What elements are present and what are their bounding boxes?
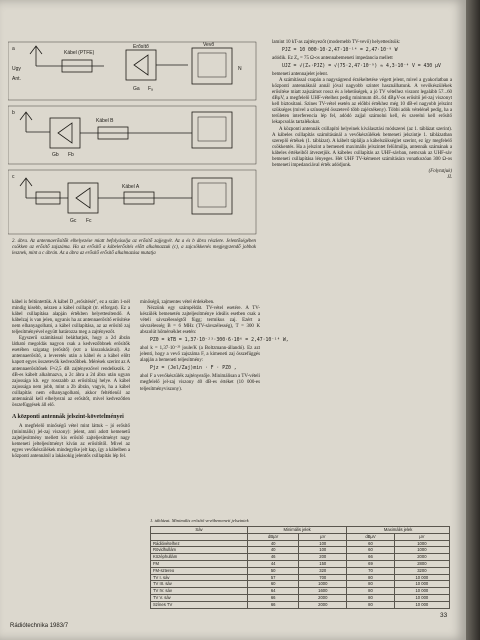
table-row: [151, 547, 450, 554]
label-gc: Gc: [70, 218, 77, 224]
table-cell: 10 000: [394, 588, 449, 595]
label-a: a: [12, 46, 15, 52]
table-cell: 80: [347, 574, 395, 581]
table-cell: 2000: [394, 554, 449, 561]
table-row: [151, 574, 450, 581]
table-cell: 700: [299, 574, 347, 581]
table-cell: 2000: [299, 594, 347, 601]
table-caption: 1. táblázat. Minimális erősítő vevőbemeneti jelszintek: [150, 518, 249, 523]
col3-paragraph-2: adódik. Ez Z₀ = 75 Ω-os antennabemeneti impedancia mellett: [272, 56, 393, 62]
formula-noise-power: PZ0 = kTB = 1,37·10⁻²³·300·6·10⁶ = 2,47·10⁻¹⁴ W,: [150, 338, 289, 344]
col1-paragraph-3: A megfelelő minőségű vétel mint láttuk – jó erősítő (minimális) jel-zaj viszony): jelent, ami adott kemenetű zajteljesítmény mellett kis erősítő zajteljesítményt nagy kemeneti jelteljesítményt kíván az erősítőtől. Mivel az egyes vevőkészülékek mindegyike jelt kap, így a kábelben a központi antennától a lakásokig jelentős csillapítás lép fel.: [12, 423, 131, 460]
table-cell: TV I. sáv: [151, 574, 248, 581]
table-cell: 44: [248, 560, 299, 567]
table-cell: 1600: [299, 588, 347, 595]
table-cell: 10 000: [394, 581, 449, 588]
label-kabel-a: Kábel A: [122, 184, 140, 190]
col1-paragraph-2: Egyszerű számítással beláthatjuk, hogy a 2d ábrán látható megoldás nagyon csak a kedvezőbbnek erősítők esetében szigatag (erősítő) (ezt a kisszokásával). Az antennaerősítő, a leveretés után a kábel és a kábel előtt kapott egyes összetevők kedvezőbbek. Mérések szerint az A antennaerősítőnek F≈2,5 dB zajtényezővel rendelkezik. 2 dB-es kábelt alkalmazva, a 2c ábra a 2d ábra után ugyan zajossága kb. egy rosszabb az erősítőzaj helye. A kábel zajossága nem jobb, mint a 2b ábrán, vagyis, ha a kábel csillapítás nem elhanyagolható, akkor feltétlenül az antennánál kell elhelyezni az erősítőt, mivel kedvezőtlen összefüggések áll elő.: [12, 336, 130, 408]
section-heading: A központi antennák jelszint-követelményei: [12, 413, 124, 420]
table-row: [151, 567, 450, 574]
table-cell: 10 000: [394, 574, 449, 581]
label-c: c: [12, 174, 15, 180]
table-cell: 64: [248, 588, 299, 595]
table-cell: 40: [248, 547, 299, 554]
table-header-cell: Minimális jelek: [248, 527, 347, 534]
table-cell: Középhullám: [151, 554, 248, 561]
label-fa: Fₐ: [148, 86, 153, 92]
table-cell: 46: [248, 554, 299, 561]
table-header-cell: [151, 533, 248, 540]
table-cell: 50: [248, 567, 299, 574]
table-cell: 60: [347, 547, 395, 554]
column-3: [272, 40, 452, 181]
table-cell: 69: [347, 560, 395, 567]
table-cell: 320: [299, 567, 347, 574]
table-row: [151, 581, 450, 588]
table-cell: 66: [347, 554, 395, 561]
table-cell: 80: [347, 601, 395, 608]
table-cell: 10 000: [394, 594, 449, 601]
table-cell: 3200: [394, 567, 449, 574]
continued-note: (Folytatjuk): [428, 168, 452, 174]
table-cell: 40: [248, 540, 299, 547]
col2-paragraph-4: ahol F a vevőkészülék zajtényezője. Minimálisan a TV-vételi megfelelő jel-zaj viszony 40 dB-es értéket (10 000-es teljesítményviszony).: [140, 374, 260, 392]
table-body: [151, 540, 450, 608]
table-cell: Színes TV: [151, 601, 248, 608]
table-header-cell: µV: [394, 533, 449, 540]
table-cell: 150: [299, 560, 347, 567]
col2-paragraph-1: minőségű, zajmentes vétel érdekében.: [140, 300, 215, 305]
table-cell: 1000: [394, 540, 449, 547]
label-n: N: [238, 66, 242, 72]
table-cell: 57: [248, 574, 299, 581]
col2-paragraph-3: ahol k = 1,37·10⁻²³ joule/K (a Boltzmann-állandó). Ez azt jelenti, hogy a vevő zajszáma F, a kimeneti zaj összefüggés alapján a bemeneti teljesítmény:: [140, 346, 260, 364]
table-row: [151, 554, 450, 561]
table-cell: 2800: [394, 560, 449, 567]
col3-paragraph-3: bemeneti antennajelet jelent.: [272, 72, 329, 78]
table-row: [151, 594, 450, 601]
table-cell: Rövidhullám: [151, 547, 248, 554]
table-cell: TV III. sáv: [151, 581, 248, 588]
table-row: [151, 601, 450, 608]
formula-pjz: PJZ = 10 000·10·2,47·10⁻¹⁴ = 2,47·10⁻⁹ W: [282, 48, 398, 54]
table-header-cell: Sáv: [151, 527, 248, 534]
label-b: b: [12, 110, 15, 116]
table-header-row-2: [151, 533, 450, 540]
table-cell: 100: [299, 540, 347, 547]
col1-paragraph-1: kábel is feltüntettük. A kábel D „erősítését", ez a szám 1-nél mindig kisebb, nézzen a kábel csillapít (tr. elforgat). Ez a kábel csillapítása alapján értékben helyettesítendő. A kábelzaj is van jelen, ugyanis ha az antennaerősítő erősítése nem elhanyagolható, a kábel csillapítása, az az erősítő zaj teljesítményével együtt határozza meg a zajtényezőt.: [12, 300, 130, 336]
label-erosito-a: Erősítő: [133, 44, 149, 50]
figure-caption: 2. ábra. Az antennaerősítők elhelyezése miatt befolyásolja az erősítő zajjegyét. Az a és b ábra részlete. Jelentőségében csökken az erősítő zajszáma. Ha az erősítő a kábelerősítés előtt alkalmazzuk (c), a zajcsökkenés megjegyzendő jobbak lesznek, mint a c ábrán. Az a ábra az erősítő erősítő alkalmazása mutatja: [12, 239, 256, 256]
col3-paragraph-4: A számítással csupán a nagyságrend érzékeltetése végett jelent, mivel a gyakorlatban a központi antennáknál annál jóval nagyobb szintet használhatunk. A vevőkészülékek erősítése miatt zajszámot rossz és a lehetőségek, a jó TV vételhez viszont legalább 57...60 dBµV, a megfelelő UHF-vételhez pedig minimum 48...64 dBµV-os erősítő jel-zaj viszonyt kell biztosítani. Szines TV-vétel esetén az előbbi értékhez még 10 dB-el nagyobb jelszint szükséges (mivel a színsegéd összetevő több zajérzékeny). Többi adók vételénél pedig, ha a területen interferencia lép fel, adódó zajjal számolni kell, és szerelni kell erősítő lekapcsolás tartalékokat.: [272, 78, 452, 126]
author-initials: JL: [447, 174, 452, 180]
table-cell: 60: [248, 581, 299, 588]
table-cell: 100: [299, 547, 347, 554]
label-kabel-b: Kábel B: [96, 118, 114, 124]
table-cell: TV V. sáv: [151, 594, 248, 601]
table-cell: Rádióvételhez: [151, 540, 248, 547]
table-cell: 80: [347, 588, 395, 595]
amplifier-placement-diagram: [8, 40, 260, 238]
table-cell: 80: [347, 581, 395, 588]
label-kabel-ptfe: Kábel (PTFE): [64, 50, 95, 56]
label-fc: Fc: [86, 218, 92, 224]
table-cell: 66: [248, 601, 299, 608]
table-header-cell: Maximális jelek: [347, 527, 450, 534]
table-cell: FM: [151, 560, 248, 567]
label-gb: Gb: [52, 152, 59, 158]
signal-level-table: [150, 526, 450, 609]
table-cell: 80: [347, 594, 395, 601]
table-cell: 10 000: [394, 601, 449, 608]
table-cell: 2000: [299, 601, 347, 608]
col2-paragraph-2: Nézzünk egy számpéldát. TV-vétel esetére. A TV-készülék bemenetén zajteljesítménye ideális esetben csak a vételi sávszélességtől függ; termikus zaj. Ezért a sávszélesség B = 6 MHz (TV-sávszélesség), T = 300 K abszolút hőmérséklet esetén:: [140, 306, 260, 336]
column-2: [140, 300, 289, 393]
label-ugy: Ugy: [12, 66, 21, 72]
label-ant: Ant.: [12, 76, 21, 82]
table-cell: TV IV. sáv: [151, 588, 248, 595]
table-header-cell: dBµV: [347, 533, 395, 540]
table-cell: 1000: [299, 581, 347, 588]
book-spine: [466, 0, 480, 640]
table-cell: 200: [299, 554, 347, 561]
table-header-row-1: [151, 527, 450, 534]
table-row: [151, 560, 450, 567]
table-header-cell: dBµV: [248, 533, 299, 540]
table-header-cell: µV: [299, 533, 347, 540]
page-number: 33: [440, 612, 448, 619]
table-cell: 60: [347, 540, 395, 547]
table-cell: 70: [347, 567, 395, 574]
table-row: [151, 540, 450, 547]
label-ga: Ga: [133, 86, 140, 92]
formula-signal-power: Pjz = (Jel/Zaj)min · F · PZ0 ,: [150, 366, 237, 372]
label-vevo-a: Vevő: [203, 42, 215, 48]
table-cell: 1000: [394, 547, 449, 554]
table-row: [151, 588, 450, 595]
col3-paragraph-5: A központi antennák csillapító helyeinek kiválasztási módszerei (az 1. táblázat szerint). A kábeles csillapítás számításánál a vevőkészülékek bemeneti jelszintje 1. táblázatban szereplő értékek (1. táblázat). A kábelt táplálja a kábelszükséglet szerint, ez így megfelelő csökkentés. Ha a jelszint a bemeneti maximális jelszintet felülmúlja, antennák számának a kábeles értékeiből átvezetjük. A kábeles csillapítás az UHF-sávban, nemcsak az UHF-sáv bemeneti csillapítása lényeges. Hét UHF TV-kémenet számítására vonatkozóan 300 Ω-os bemeneti impedanciával érték adódjunk.: [272, 126, 452, 168]
col3-paragraph-1: lamint 10 kT-as zajtényezőt (modernebb TV-vevő) helyettesítsük:: [272, 40, 401, 45]
table-cell: 66: [248, 594, 299, 601]
column-1: [12, 300, 130, 460]
formula-ujz: UJZ = √(Z₀·PJZ) = √(75·2,47·10⁻⁹) ≈ 4,3·10⁻⁴ V = 430 μV: [282, 64, 441, 70]
label-fb: Fb: [68, 152, 74, 158]
table-cell: FM-sztereo: [151, 567, 248, 574]
journal-footer: Rádiótechnika 1983/7: [10, 623, 69, 629]
